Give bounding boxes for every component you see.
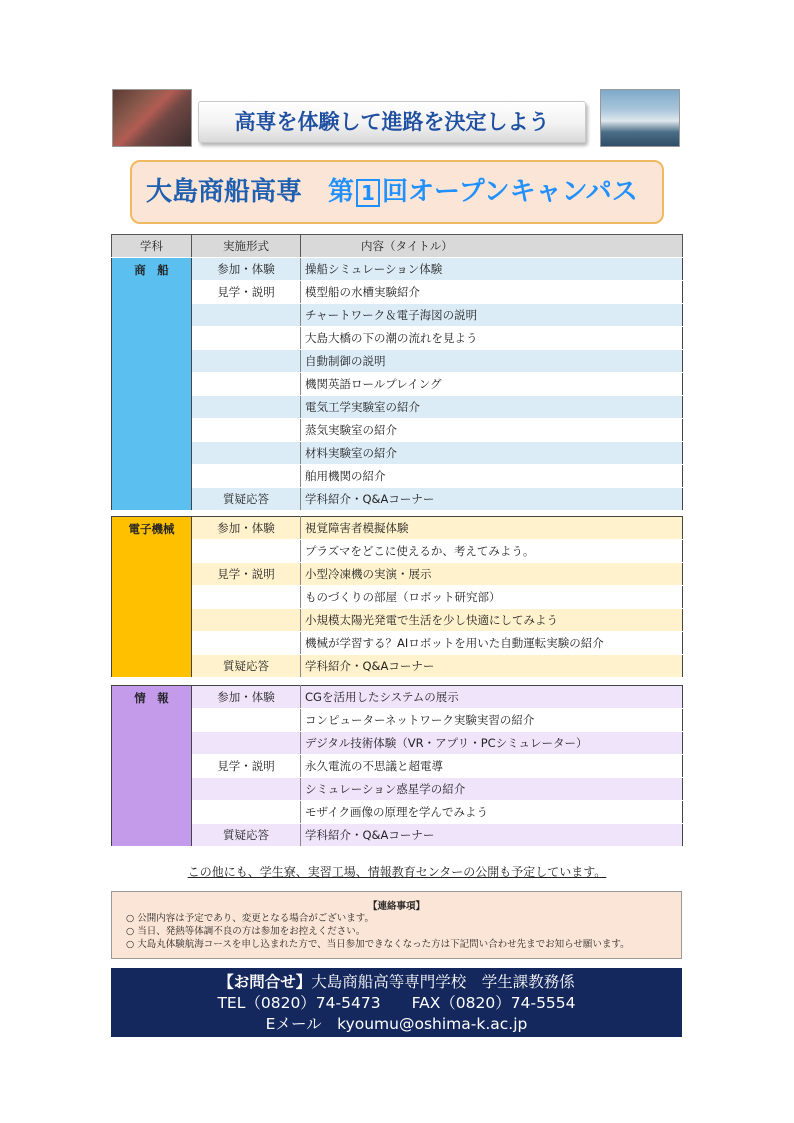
table-row	[112, 709, 683, 732]
format-cell: 質疑応答	[192, 655, 301, 678]
content-cell: 自動制御の説明	[301, 350, 683, 373]
format-cell	[192, 801, 301, 824]
format-cell: 参加・体験	[192, 517, 301, 540]
inquiry-org: 大島商船高等専門学校 学生課教務係	[311, 973, 575, 991]
format-cell	[192, 540, 301, 563]
content-cell: 学科紹介・Q&Aコーナー	[301, 655, 683, 678]
table-row	[112, 655, 683, 678]
table-row	[112, 373, 683, 396]
header-content: 内容（タイトル）	[301, 235, 683, 258]
ship-dept-table	[111, 234, 683, 511]
factory-photo	[112, 89, 192, 147]
format-cell: 見学・説明	[192, 755, 301, 778]
format-cell: 参加・体験	[192, 258, 301, 281]
content-cell: 大島大橋の下の潮の流れを見よう	[301, 327, 683, 350]
table-row	[112, 586, 683, 609]
notice-title: 【連絡事項】	[367, 901, 425, 912]
other-note-text: この他にも、学生寮、実習工場、情報教育センターの公開も予定しています。	[187, 865, 607, 879]
format-cell	[192, 609, 301, 632]
dept-label: 情 報	[112, 686, 192, 847]
inquiry-tel: TEL（0820）74-5473	[217, 994, 381, 1012]
content-cell: 学科紹介・Q&Aコーナー	[301, 824, 683, 847]
format-cell	[192, 419, 301, 442]
content-cell: プラズマをどこに使えるか、考えてみよう。	[301, 540, 683, 563]
content-cell: 舶用機関の紹介	[301, 465, 683, 488]
dept-label: 商 船	[112, 258, 192, 511]
notice-item: ○ 当日、発熱等体調不良の方は参加をお控えください。	[126, 926, 366, 937]
content-cell: モザイク画像の原理を学んでみよう	[301, 801, 683, 824]
content-cell: 操船シミュレーション体験	[301, 258, 683, 281]
inquiry-org-line	[111, 972, 682, 993]
format-cell: 質疑応答	[192, 824, 301, 847]
content-cell: 小規模太陽光発電で生活を少し快適にしてみよう	[301, 609, 683, 632]
format-cell	[192, 304, 301, 327]
format-cell: 見学・説明	[192, 281, 301, 304]
format-cell	[192, 442, 301, 465]
format-cell: 参加・体験	[192, 686, 301, 709]
format-cell	[192, 778, 301, 801]
table-row	[112, 801, 683, 824]
table-row	[112, 442, 683, 465]
table-row	[112, 686, 683, 709]
content-cell: デジタル技術体験（VR・アプリ・PCシミュレーター）	[301, 732, 683, 755]
table-row	[112, 350, 683, 373]
content-cell: 機械が学習する？AIロボットを用いた自動運転実験の紹介	[301, 632, 683, 655]
content-cell: CGを活用したシステムの展示	[301, 686, 683, 709]
inquiry-label: 【お問合せ】	[218, 973, 312, 991]
boat-photo	[600, 89, 680, 147]
other-facilities-note	[0, 863, 794, 880]
inquiry-fax: FAX（0820）74-5554	[411, 994, 576, 1012]
table-row	[112, 778, 683, 801]
notice-box	[111, 891, 682, 959]
format-cell	[192, 632, 301, 655]
table-row	[112, 281, 683, 304]
header-format: 実施形式	[192, 235, 301, 258]
content-cell: 永久電流の不思議と超電導	[301, 755, 683, 778]
event-title	[328, 177, 638, 207]
content-cell: 模型船の水槽実験紹介	[301, 281, 683, 304]
event-suffix: 回オープンキャンパス	[381, 177, 638, 207]
notice-item: ○ 公開内容は予定であり、変更となる場合がございます。	[126, 913, 375, 924]
table-row	[112, 732, 683, 755]
content-cell: 機関英語ロールプレイング	[301, 373, 683, 396]
content-cell: ものづくりの部屋（ロボット研究部）	[301, 586, 683, 609]
content-cell: 蒸気実験室の紹介	[301, 419, 683, 442]
table-row	[112, 327, 683, 350]
inquiry-email[interactable]: Eメール kyoumu@oshima-k.ac.jp	[265, 1015, 528, 1033]
header-dept: 学科	[112, 235, 192, 258]
table-row	[112, 258, 683, 281]
table-row	[112, 755, 683, 778]
content-cell: 学科紹介・Q&Aコーナー	[301, 488, 683, 511]
table-row	[112, 609, 683, 632]
event-number: 1	[356, 179, 380, 207]
table-row	[112, 304, 683, 327]
school-name: 大島商船高専	[146, 177, 303, 207]
table-header-row	[112, 235, 683, 258]
elec-dept-table	[111, 516, 683, 678]
table-row	[112, 465, 683, 488]
content-cell: チャートワーク＆電子海図の説明	[301, 304, 683, 327]
content-cell: コンピューターネットワーク実験実習の紹介	[301, 709, 683, 732]
content-cell: 電気工学実験室の紹介	[301, 396, 683, 419]
format-cell	[192, 732, 301, 755]
format-cell	[192, 327, 301, 350]
content-cell: シミュレーション惑星学の紹介	[301, 778, 683, 801]
table-row	[112, 396, 683, 419]
subtitle-banner: 高専を体験して進路を決定しよう	[198, 101, 586, 143]
content-cell: 小型冷凍機の実演・展示	[301, 563, 683, 586]
content-cell: 視覚障害者模擬体験	[301, 517, 683, 540]
format-cell	[192, 350, 301, 373]
inquiry-box	[111, 968, 682, 1037]
table-row	[112, 419, 683, 442]
format-cell	[192, 373, 301, 396]
format-cell	[192, 586, 301, 609]
table-row	[112, 632, 683, 655]
table-row	[112, 824, 683, 847]
format-cell: 質疑応答	[192, 488, 301, 511]
dept-label: 電子機械	[112, 517, 192, 678]
table-row	[112, 488, 683, 511]
table-row	[112, 540, 683, 563]
notice-item: ○ 大島丸体験航海コースを申し込まれた方で、当日参加できなくなった方は下記問い合わせ先までお知らせ願います。	[126, 939, 630, 950]
table-row	[112, 517, 683, 540]
event-prefix: 第	[328, 177, 355, 207]
title-banner	[130, 160, 664, 224]
format-cell	[192, 709, 301, 732]
format-cell: 見学・説明	[192, 563, 301, 586]
table-row	[112, 563, 683, 586]
format-cell	[192, 465, 301, 488]
content-cell: 材料実験室の紹介	[301, 442, 683, 465]
inquiry-phone-line	[111, 993, 682, 1014]
info-dept-table	[111, 685, 683, 847]
format-cell	[192, 396, 301, 419]
